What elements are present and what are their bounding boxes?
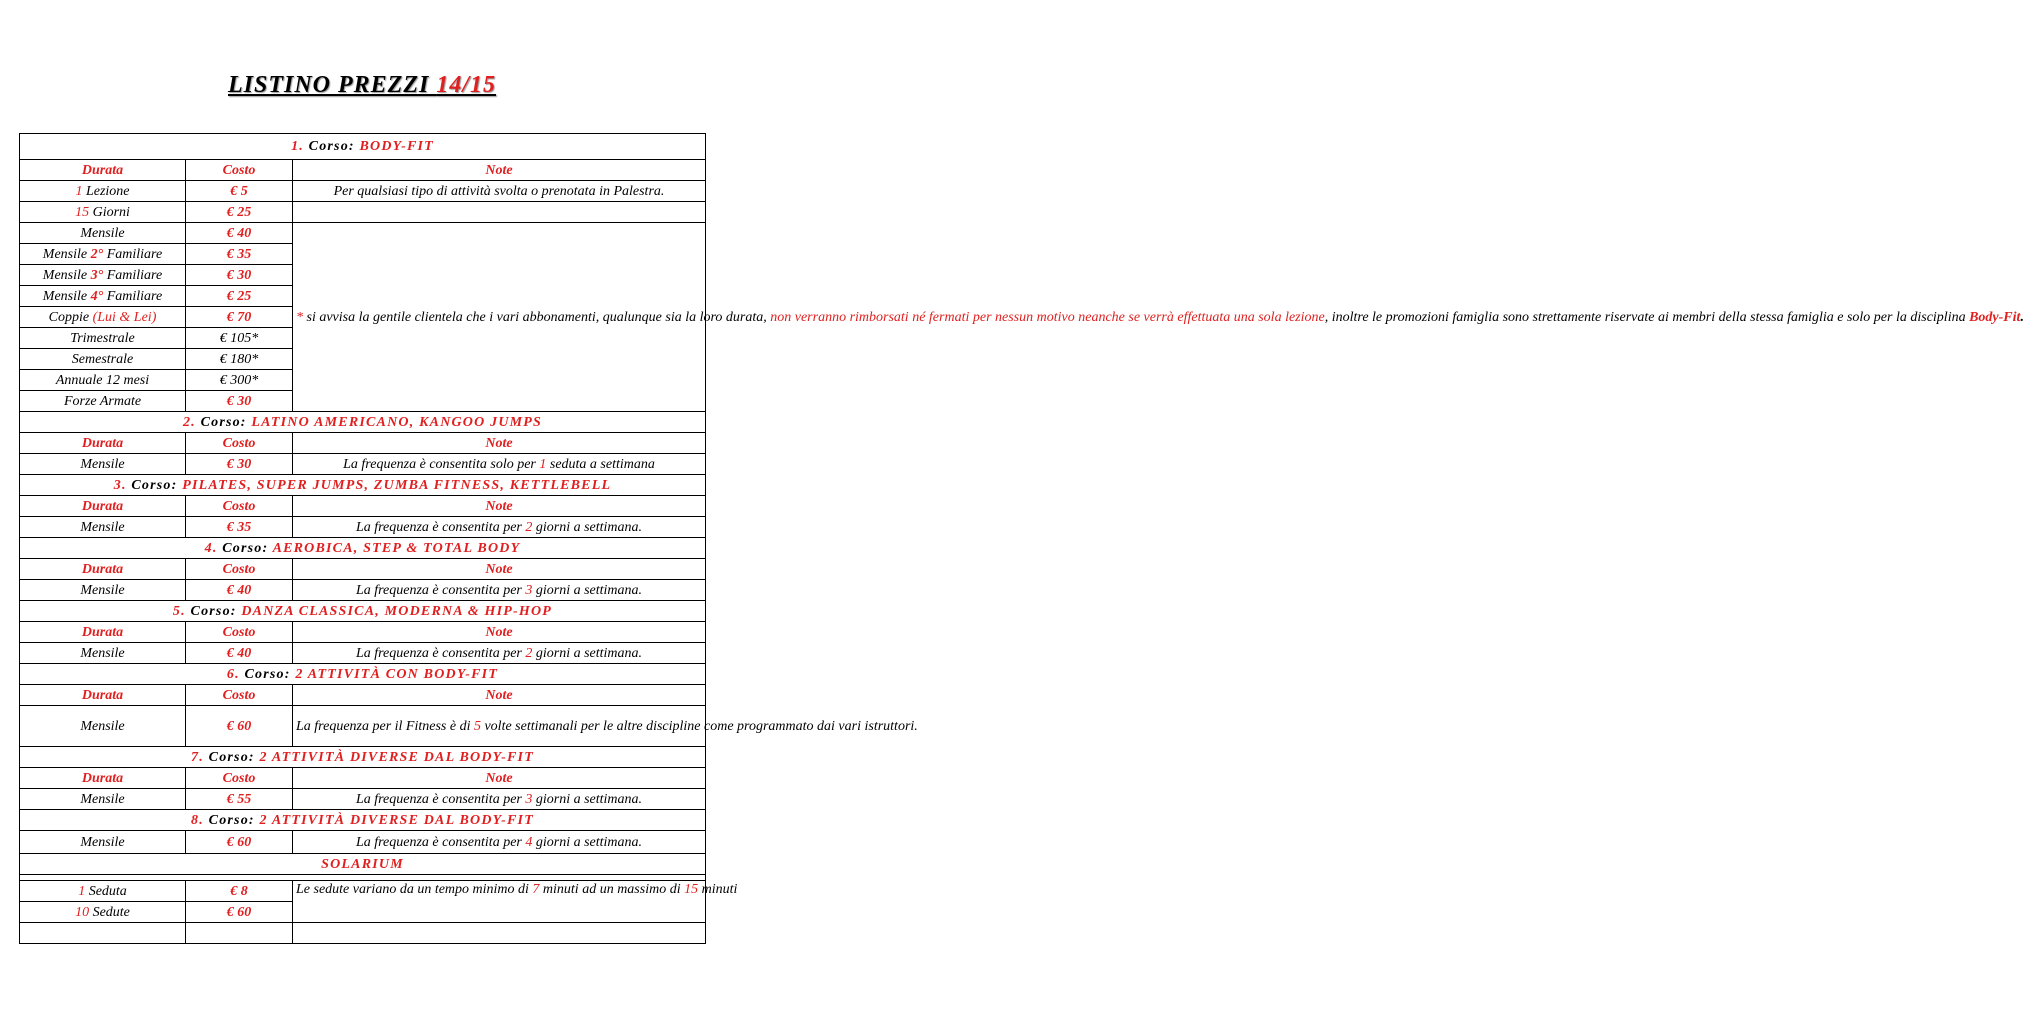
price: € 60 [186, 831, 293, 854]
section-title-2-attivita-diverse: 7. Corso: 2 ATTIVITÀ DIVERSE DAL BODY-FIT [20, 747, 706, 768]
section-title-pilates: 3. Corso: PILATES, SUPER JUMPS, ZUMBA FITNESS, KETTLEBELL [20, 475, 706, 496]
price: € 30 [186, 265, 293, 286]
page-title: LISTINO PREZZI 14/15 [227, 72, 497, 98]
price: € 105 [219, 330, 252, 346]
price: € 60 [186, 902, 293, 923]
table-row: Mensile 3° Familiare € 30 [20, 265, 706, 286]
note: Per qualsiasi tipo di attività svolta o prenotata in Palestra. [293, 181, 706, 202]
note-abbonamenti: * si avvisa la gentile clientela che i vari abbonamenti, qualunque sia la loro durata, non verranno rimborsati né fermati per nessun motivo neanche se verrà effettuata una sola lezione, inoltre le promozioni famiglia sono strettamente riservate ai membri della stessa famiglia e solo per la disciplina Body-Fit. [293, 223, 706, 412]
table-row: Mensile € 40 * si avvisa la gentile clientela che i vari abbonamenti, qualunque sia la loro durata, non verranno rimborsati né fermati per nessun motivo neanche se verrà effettuata una sola lezione, inoltre le promozioni famiglia sono strettamente riservate ai membri della stessa famiglia e solo per la disciplina Body-Fit. [20, 223, 706, 244]
price-table: 1. Corso: BODY-FIT Durata Costo Note 1 Lezione € 5 Per qualsiasi tipo di attività svolta o prenotata in Palestra. 15 Giorni € 25 Mensile € 40 * si avvisa la gentile clientela che i vari abbonamenti, qualunque sia la loro durata, non verranno rimborsati né fermati per nessun motivo neanche se verrà effettuata una sola lezione, inoltre le promozioni famiglia sono strettamente riservate ai membri della stessa famiglia e solo per la disciplina Body-Fit. Mensile 2° Familiare € 35 Mensile 3° Familiare € 30 Mensile 4° Familiare € 25 Coppie (Lui & Lei) € 70 Trimestrale € 105* Semestrale € 180* Annuale 12 mesi € 300* Forze Armate € 30 2. Corso: LATINO AMERICANO, KANGOO JUMPS Durata Costo Note Mensile € 30 La frequenza è consentita solo per 1 seduta a settimana 3. Corso: PILATES, SUPER JUMPS, ZUMBA FITNESS, KETTLEBELL Durata Costo Note Mensile € 35 La frequenza è consentita per 2 giorni a settimana. 4. Corso: AEROBICA, STEP & TOTAL BODY Durata Costo Note Mensile € 40 La frequenza è consentita per 3 giorni a settimana. 5. Corso: DANZA CLASSICA, MODERNA & HIP-HOP Durata Costo Note Mensile € 40 La frequenza è consentita per 2 giorni a settimana. 6. Corso: 2 ATTIVITÀ CON BODY-FIT Durata Costo Note Mensile € 60 La frequenza per il Fitness è di 5 volte settimanali per le altre discipline come programmato dai vari istruttori. 7. Corso: 2 ATTIVITÀ DIVERSE DAL BODY-FIT Durata Costo Note Mensile € 55 La frequenza è consentita per 3 giorni a settimana. 8. Corso: 2 ATTIVITÀ DIVERSE DAL BODY-FIT Mensile € 60 La frequenza è consentita per 4 giorni a settimana. SOLARIUM 1 Seduta € 8 Le sedute variano da un tempo minimo di 7 minuti ad un massimo di 15 minuti 10 Sedute € 60 [19, 133, 706, 944]
section-title-2-attivita-diverse-8: 8. Corso: 2 ATTIVITÀ DIVERSE DAL BODY-FIT [20, 810, 706, 831]
section-title-latino: 2. Corso: LATINO AMERICANO, KANGOO JUMPS [20, 412, 706, 433]
price: € 70 [186, 307, 293, 328]
table-row: Mensile € 30 La frequenza è consentita solo per 1 seduta a settimana [20, 454, 706, 475]
section-title-aerobica: 4. Corso: AEROBICA, STEP & TOTAL BODY [20, 538, 706, 559]
table-row: 15 Giorni € 25 [20, 202, 706, 223]
header-note: Note [293, 160, 706, 181]
table-row: Mensile 2° Familiare € 35 [20, 244, 706, 265]
table-row: 1 Seduta € 8 Le sedute variano da un tempo minimo di 7 minuti ad un massimo di 15 minuti [20, 881, 706, 902]
table-row: Trimestrale € 105* [20, 328, 706, 349]
price: € 300 [219, 372, 252, 388]
table-row: Forze Armate € 30 [20, 391, 706, 412]
price: € 35 [186, 517, 293, 538]
table-row: Mensile € 55 La frequenza è consentita per 3 giorni a settimana. [20, 789, 706, 810]
price: € 40 [186, 580, 293, 601]
header-durata: Durata [20, 160, 186, 181]
title-year: 14/15 [436, 72, 497, 98]
table-row: Mensile 4° Familiare € 25 [20, 286, 706, 307]
section-title-2-attivita-con: 6. Corso: 2 ATTIVITÀ CON BODY-FIT [20, 664, 706, 685]
note-solarium: Le sedute variano da un tempo minimo di 7 minuti ad un massimo di 15 minuti [293, 881, 706, 923]
table-row: Coppie (Lui & Lei) € 70 [20, 307, 706, 328]
table-row: Mensile € 60 La frequenza è consentita per 4 giorni a settimana. [20, 831, 706, 854]
section-title-danza: 5. Corso: DANZA CLASSICA, MODERNA & HIP-HOP [20, 601, 706, 622]
price: € 40 [186, 223, 293, 244]
table-row: Mensile € 40 La frequenza è consentita per 2 giorni a settimana. [20, 643, 706, 664]
table-row: Semestrale € 180* [20, 349, 706, 370]
table-row: Annuale 12 mesi € 300* [20, 370, 706, 391]
table-row: Mensile € 40 La frequenza è consentita per 3 giorni a settimana. [20, 580, 706, 601]
price: € 55 [186, 789, 293, 810]
price: € 35 [186, 244, 293, 265]
table-row: Mensile € 35 La frequenza è consentita per 2 giorni a settimana. [20, 517, 706, 538]
table-row-empty [20, 923, 706, 944]
price: € 30 [186, 454, 293, 475]
section-title-solarium: SOLARIUM [20, 854, 706, 875]
price: € 5 [186, 181, 293, 202]
price: € 8 [186, 881, 293, 902]
price: € 40 [186, 643, 293, 664]
price: € 25 [186, 202, 293, 223]
table-row: 10 Sedute € 60 [20, 902, 706, 923]
table-row: Mensile € 60 La frequenza per il Fitness è di 5 volte settimanali per le altre discipline come programmato dai vari istruttori. [20, 706, 706, 747]
price: € 30 [186, 391, 293, 412]
price: € 25 [186, 286, 293, 307]
header-costo: Costo [186, 160, 293, 181]
price: € 60 [186, 706, 293, 747]
section-title-body-fit: 1. Corso: BODY-FIT [20, 134, 706, 160]
table-row: 1 Lezione € 5 Per qualsiasi tipo di attività svolta o prenotata in Palestra. [20, 181, 706, 202]
price: € 180 [219, 351, 252, 367]
